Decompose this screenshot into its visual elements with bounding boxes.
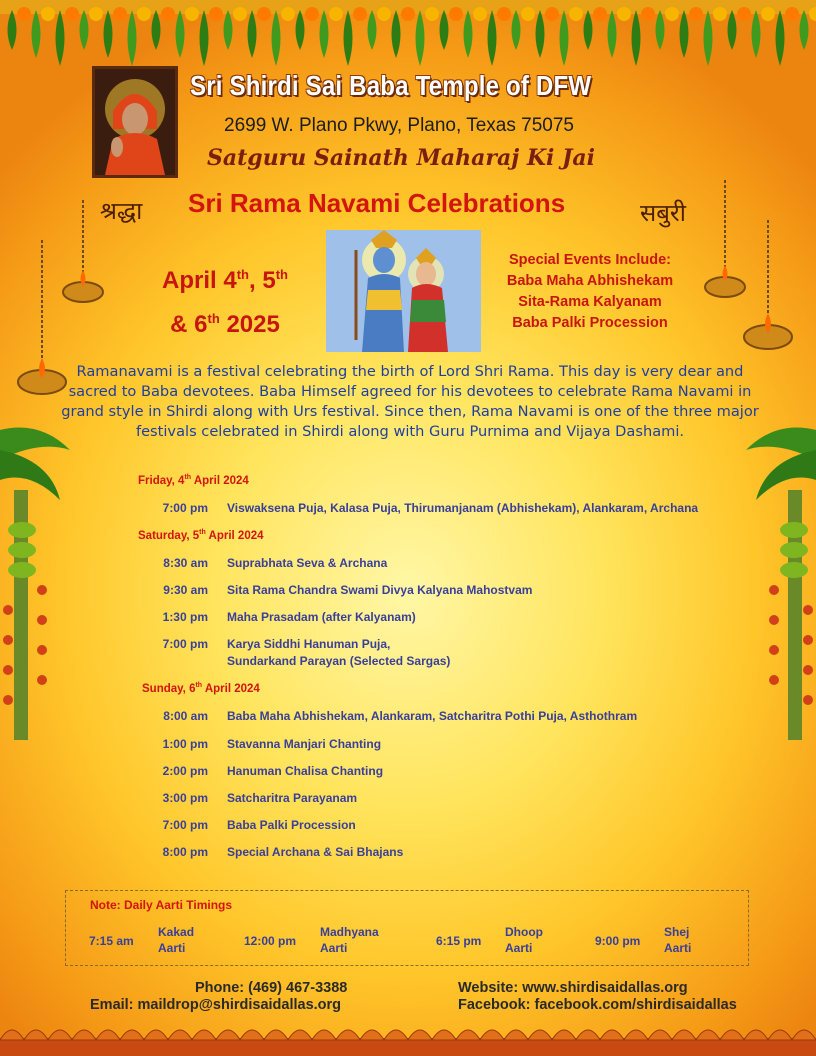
day-label-rest: April 2024 — [205, 529, 264, 542]
dates-line-1 — [140, 256, 310, 300]
marigold-flower — [689, 7, 703, 21]
border-scallop — [720, 1030, 744, 1040]
marigold-flower — [545, 7, 559, 21]
marigold-flower — [449, 7, 463, 21]
schedule-event: Special Archana & Sai Bhajans — [227, 845, 404, 859]
contact-website[interactable]: Website: www.shirdisaidallas.org — [458, 980, 688, 996]
marigold-flower — [65, 7, 79, 21]
border-scallop — [144, 1030, 168, 1040]
schedule-time: 2:00 pm — [162, 764, 208, 778]
marigold-flower — [401, 7, 415, 21]
day-label: Sunday, 6 — [142, 682, 196, 695]
border-scallop — [504, 1030, 528, 1040]
garland-leaf — [392, 10, 401, 58]
day-label: Friday, 4 — [138, 474, 185, 487]
schedule-event: Viswaksena Puja, Kalasa Puja, Thirumanjanam (Abhishekam), Alankaram, Archana — [227, 501, 699, 515]
schedule-event: Maha Prasadam (after Kalyanam) — [227, 610, 416, 624]
border-scallop — [120, 1030, 144, 1040]
border-scallop — [312, 1030, 336, 1040]
marigold-flower — [593, 7, 607, 21]
date-part: 2025 — [219, 311, 280, 338]
marigold-flower — [89, 7, 103, 21]
schedule-time: 9:30 am — [163, 583, 208, 597]
border-scallop — [528, 1030, 552, 1040]
garland-leaf — [272, 10, 281, 66]
marigold-flower — [41, 7, 55, 21]
schedule-event: Hanuman Chalisa Chanting — [227, 764, 384, 778]
marigold-flower — [737, 7, 751, 21]
special-events-heading: Special Events Include: — [509, 252, 671, 268]
border-scallop — [624, 1030, 648, 1040]
garland-leaf — [32, 10, 41, 58]
border-scallop — [600, 1030, 624, 1040]
sita-rama-image — [326, 230, 481, 352]
contact-phone: Phone: (469) 467-3388 — [195, 980, 348, 996]
garland-leaf — [512, 10, 521, 50]
border-scallop — [264, 1030, 288, 1040]
marigold-flower — [617, 7, 631, 21]
border-scallop — [480, 1030, 504, 1040]
schedule-event-continued: Sundarkand Parayan (Selected Sargas) — [227, 654, 451, 668]
schedule-time: 8:00 am — [163, 709, 208, 723]
marigold-flower — [377, 7, 391, 21]
border-scallop — [48, 1030, 72, 1040]
border-scallop — [0, 1030, 24, 1040]
marigold-flower — [497, 7, 511, 21]
marigold-flower — [161, 7, 175, 21]
banana-tree-left — [0, 420, 70, 760]
border-scallop — [768, 1030, 792, 1040]
border-scallop — [336, 1030, 360, 1040]
marigold-flower — [209, 7, 223, 21]
garland-leaf — [584, 10, 593, 50]
garland-leaf — [656, 10, 665, 50]
garland-leaf — [320, 10, 329, 58]
schedule-time: 7:00 pm — [162, 501, 208, 515]
dates-line-2 — [140, 300, 310, 344]
bottom-border-decoration — [0, 1016, 816, 1056]
aarti-time: 9:00 pm — [595, 934, 641, 948]
border-scallop — [384, 1030, 408, 1040]
garland-leaf — [296, 10, 305, 50]
garland-leaf — [704, 10, 713, 66]
garland-leaf — [224, 10, 233, 50]
garland-leaf — [752, 10, 761, 58]
garland-leaf — [128, 10, 137, 66]
marigold-flower — [713, 7, 727, 21]
schedule-event: Satcharitra Parayanam — [227, 791, 358, 805]
schedule-time: 1:30 pm — [162, 610, 208, 624]
aarti-time: 12:00 pm — [244, 934, 297, 948]
aarti-name-line: Kakad — [158, 925, 195, 939]
garland-leaf — [104, 10, 113, 58]
sai-baba-photo — [92, 66, 178, 178]
day-label: Saturday, 5 — [138, 529, 200, 542]
schedule-event: Baba Palki Procession — [227, 818, 356, 832]
border-scallop — [576, 1030, 600, 1040]
day-header-sunday — [142, 682, 260, 695]
day-label-rest: April 2024 — [191, 474, 249, 487]
schedule-event: Karya Siddhi Hanuman Puja, — [227, 637, 391, 651]
garland-leaf — [536, 10, 545, 58]
special-event-item: Baba Palki Procession — [512, 315, 668, 331]
day-label-rest: April 2024 — [202, 682, 260, 695]
marigold-flower — [665, 7, 679, 21]
garland-leaf — [608, 10, 617, 58]
day-suffix: th — [184, 474, 192, 481]
border-scallop — [288, 1030, 312, 1040]
marigold-flower — [569, 7, 583, 21]
aarti-time: 6:15 pm — [436, 934, 482, 948]
date-suffix: th — [275, 267, 288, 282]
day-header-friday — [138, 474, 249, 487]
aarti-name — [320, 924, 390, 956]
border-scallop — [240, 1030, 264, 1040]
marigold-flower — [641, 7, 655, 21]
day-header-saturday — [138, 529, 264, 542]
aarti-name-line: Aarti — [505, 941, 533, 955]
garland-leaf — [56, 10, 65, 66]
event-dates — [140, 256, 310, 344]
day-suffix: th — [199, 529, 206, 536]
border-scallop — [360, 1030, 384, 1040]
border-scallop — [216, 1030, 240, 1040]
marigold-flower — [329, 7, 343, 21]
border-scallop — [744, 1030, 768, 1040]
aarti-name — [664, 924, 734, 956]
schedule-event: Sita Rama Chandra Swami Divya Kalyana Mahostvam — [227, 583, 533, 597]
border-scallop — [672, 1030, 696, 1040]
schedule-time: 8:30 am — [163, 556, 208, 570]
schedule-time: 8:00 pm — [162, 845, 208, 859]
aarti-name-line: Madhyana — [320, 925, 379, 939]
marigold-flower — [473, 7, 487, 21]
marigold-flower — [305, 7, 319, 21]
marigold-flower — [281, 7, 295, 21]
aarti-name-line: Aarti — [158, 941, 186, 955]
shraddha-word: श्रद्धा — [100, 197, 143, 225]
temple-name: Sri Shirdi Sai Baba Temple of DFW — [190, 70, 592, 101]
garland-leaf — [416, 10, 425, 66]
banana-tree-right — [746, 420, 816, 760]
date-part: & 6 — [170, 311, 208, 338]
marigold-flower — [785, 7, 799, 21]
date-part: April 4 — [162, 267, 237, 294]
garland-leaf — [368, 10, 377, 50]
schedule-time: 3:00 pm — [162, 791, 208, 805]
marigold-flower — [257, 7, 271, 21]
garland-leaf — [728, 10, 737, 50]
aarti-name-line: Aarti — [320, 941, 348, 955]
garland-leaf — [464, 10, 473, 58]
special-event-item: Sita-Rama Kalyanam — [518, 294, 662, 310]
marigold-flower — [233, 7, 247, 21]
garland-leaf — [248, 10, 257, 58]
aarti-time: 7:15 am — [89, 934, 134, 948]
marigold-flower — [137, 7, 151, 21]
aarti-name — [158, 924, 228, 956]
marigold-flower — [353, 7, 367, 21]
border-scallop — [456, 1030, 480, 1040]
garland-leaf — [632, 10, 641, 66]
garland-leaf — [776, 10, 785, 66]
garland-leaf — [440, 10, 449, 50]
garland-leaf — [344, 10, 353, 66]
marigold-flower — [113, 7, 127, 21]
event-title: Sri Rama Navami Celebrations — [188, 188, 566, 218]
marigold-flower — [425, 7, 439, 21]
border-scallop — [192, 1030, 216, 1040]
garland-leaf — [800, 10, 809, 50]
contact-facebook[interactable]: Facebook: facebook.com/shirdisaidallas — [458, 997, 737, 1013]
leaf-garland-top — [0, 0, 816, 70]
schedule-time: 7:00 pm — [162, 818, 208, 832]
temple-address: 2699 W. Plano Pkwy, Plano, Texas 75075 — [224, 115, 574, 136]
border-scallop — [552, 1030, 576, 1040]
border-scallop — [168, 1030, 192, 1040]
date-suffix: th — [207, 311, 220, 326]
border-scallop — [648, 1030, 672, 1040]
special-event-item: Baba Maha Abhishekam — [506, 273, 674, 289]
schedule-time: 1:00 pm — [162, 737, 208, 751]
intro-paragraph: Ramanavami is a festival celebrating the birth of Lord Shri Rama. This day is very dear and sacred to Baba devotees. Baba Himself agreed for his devotees to celebrate Rama Navami in grand style in Shirdi along with Urs festival. Since then, Rama Navami is one of the three major festivals celebrated in Shirdi along with Guru Purnima and Vijaya Dashami. — [61, 363, 759, 440]
garland-leaf — [488, 10, 497, 66]
border-scallop — [792, 1030, 816, 1040]
border-scallop — [696, 1030, 720, 1040]
date-part: , 5 — [249, 267, 276, 294]
marigold-flower — [185, 7, 199, 21]
date-suffix: th — [236, 267, 249, 282]
border-scallop — [432, 1030, 456, 1040]
schedule-event: Baba Maha Abhishekam, Alankaram, Satcharitra Pothi Puja, Asthothram — [227, 709, 638, 723]
schedule-time: 7:00 pm — [162, 637, 208, 651]
border-scallop — [96, 1030, 120, 1040]
hanging-lamp-right-2 — [738, 220, 798, 370]
aarti-note: Note: Daily Aarti Timings — [90, 898, 233, 912]
day-suffix: th — [195, 682, 203, 689]
saburi-word: सबुरी — [640, 199, 686, 227]
garland-leaf — [80, 10, 89, 50]
aarti-name-line: Aarti — [664, 941, 692, 955]
tagline: Satguru Sainath Maharaj Ki Jai — [207, 145, 595, 171]
aarti-name-line: Dhoop — [505, 925, 543, 939]
marigold-flower — [17, 7, 31, 21]
border-scallop — [24, 1030, 48, 1040]
garland-leaf — [176, 10, 185, 58]
special-events — [490, 250, 690, 334]
border-scallop — [408, 1030, 432, 1040]
contact-email[interactable]: Email: maildrop@shirdisaidallas.org — [90, 997, 342, 1013]
garland-leaf — [680, 10, 689, 58]
marigold-flower — [761, 7, 775, 21]
border-scallop — [72, 1030, 96, 1040]
aarti-name-line: Shej — [664, 925, 690, 939]
schedule-event: Stavanna Manjari Chanting — [227, 737, 382, 751]
garland-leaf — [8, 10, 17, 50]
garland-leaf — [560, 10, 569, 66]
garland-leaf — [200, 10, 209, 66]
aarti-name — [505, 924, 575, 956]
schedule-event: Suprabhata Seva & Archana — [227, 556, 388, 570]
marigold-flower — [521, 7, 535, 21]
garland-leaf — [152, 10, 161, 50]
